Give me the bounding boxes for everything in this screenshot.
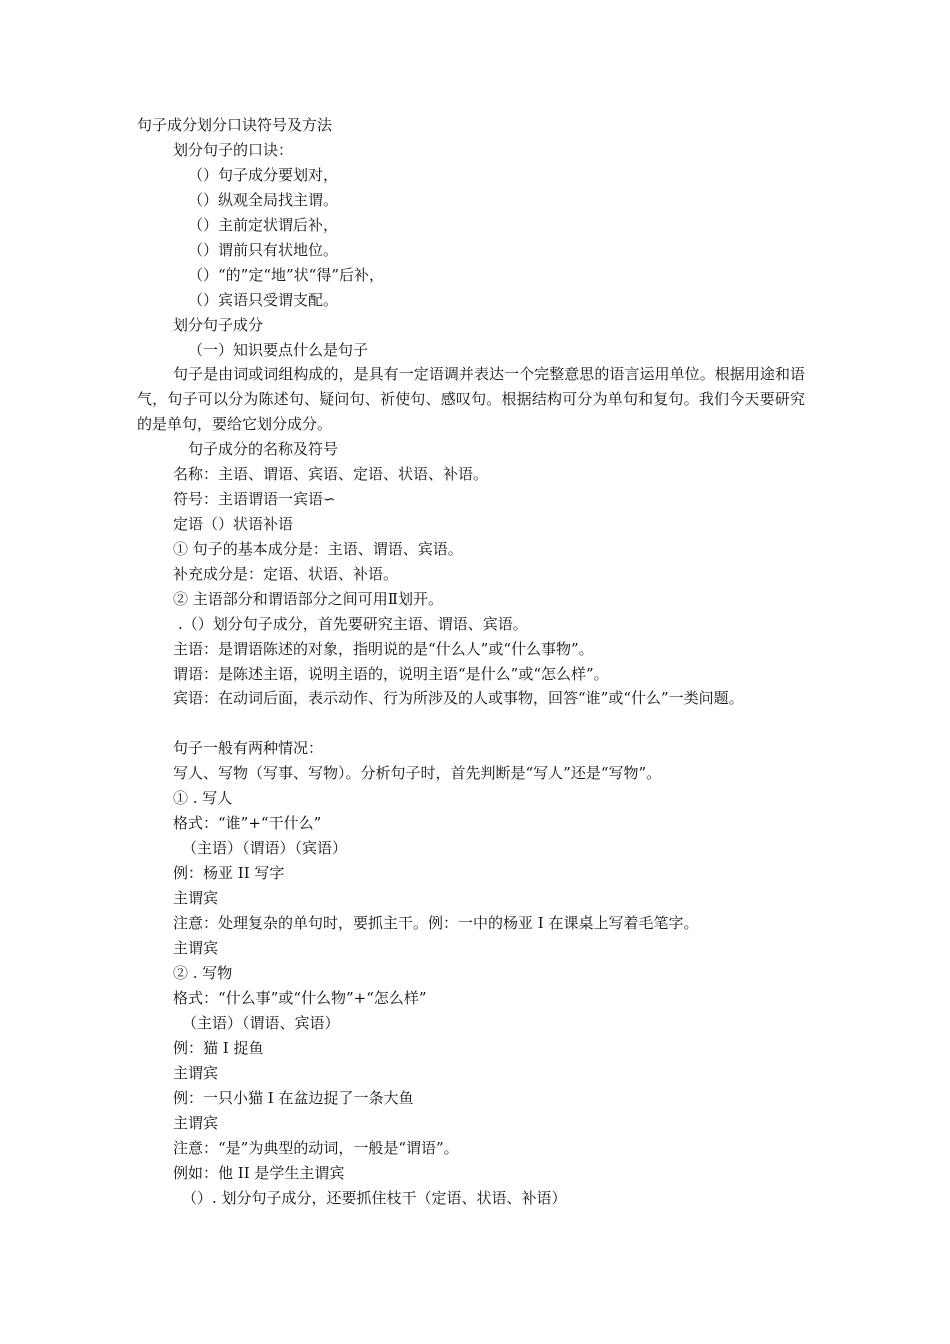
section-heading: （一）知识要点什么是句子 bbox=[188, 341, 369, 359]
text-line: 主谓宾 bbox=[173, 1114, 219, 1132]
text-line: 谓语：是陈述主语，说明主语的，说明主语“是什么”或“怎么样”。 bbox=[173, 665, 609, 683]
section-heading: 句子成分的名称及符号 bbox=[188, 440, 339, 458]
section-heading: 划分句子成分 bbox=[173, 316, 264, 334]
text-line: （）句子成分要划对， bbox=[188, 166, 339, 184]
text-line: （）. 划分句子成分，还要抓住枝干（定语、状语、补语） bbox=[182, 1189, 567, 1207]
text-line: 格式：“谁”+“干什么” bbox=[173, 814, 322, 832]
text-line: （主语）（谓语）（宾语） bbox=[182, 839, 348, 857]
text-line: 例如：他 II 是学生主谓宾 bbox=[173, 1164, 345, 1182]
text-line: 主语：是谓语陈述的对象，指明说的是“什么人”或“什么事物”。 bbox=[173, 640, 594, 658]
subsection-heading: ① . 写人 bbox=[173, 789, 233, 807]
text-line: ① 句子的基本成分是：主语、谓语、宾语。 bbox=[173, 540, 463, 558]
text-line: 例：杨亚 II 写字 bbox=[173, 864, 285, 882]
text-line: ② 主语部分和谓语部分之间可用Ⅱ划开。 bbox=[173, 590, 443, 608]
text-line: 符号：主语谓语一宾语∽ bbox=[173, 490, 336, 508]
text-line: （主语）（谓语、宾语） bbox=[182, 1014, 340, 1032]
text-line: 格式：“什么事”或“什么物”+“怎么样” bbox=[173, 989, 427, 1007]
text-line: 注意：处理复杂的单句时，要抓主干。例：一中的杨亚 I 在课桌上写着毛笔字。 bbox=[173, 914, 699, 932]
text-line: 例：猫 I 捉鱼 bbox=[173, 1039, 264, 1057]
paragraph: 句子是由词或词组构成的，是具有一定语调并表达一个完整意思的语言运用单位。根据用途和语气，句子可以分为陈述句、疑问句、祈使句、感叹句。根据结构可分为单句和复句。我们今天要研究的是单句，要给它划分成分。 bbox=[137, 365, 805, 433]
text-line: 主谓宾 bbox=[173, 1064, 219, 1082]
text-line: （）纵观全局找主谓。 bbox=[188, 191, 339, 209]
text-line: .（）划分句子成分，首先要研究主语、谓语、宾语。 bbox=[178, 615, 528, 633]
text-line: 例：一只小猫 I 在盆边捉了一条大鱼 bbox=[173, 1089, 414, 1107]
text-line: （）谓前只有状地位。 bbox=[188, 241, 339, 259]
text-line: （）宾语只受谓支配。 bbox=[188, 291, 339, 309]
text-line: 名称：主语、谓语、宾语、定语、状语、补语。 bbox=[173, 465, 489, 483]
text-line: 定语（）状语补语 bbox=[173, 515, 294, 533]
text-line: （）“的”定“地”状“得”后补， bbox=[188, 266, 385, 284]
text-line: 划分句子的口诀： bbox=[173, 141, 294, 159]
text-line: 补充成分是：定语、状语、补语。 bbox=[173, 565, 399, 583]
text-line: （）主前定状谓后补， bbox=[188, 216, 339, 234]
text-line: 主谓宾 bbox=[173, 889, 219, 907]
paragraph: 宾语：在动词后面，表示动作、行为所涉及的人或事物，回答“谁”或“什么”一类问题。 bbox=[173, 689, 744, 707]
text-line: 写人、写物（写事、写物）。分析句子时，首先判断是“写人”还是“写物”。 bbox=[173, 764, 662, 782]
document-title: 句子成分划分口诀符号及方法 bbox=[137, 116, 333, 134]
subsection-heading: ② . 写物 bbox=[173, 964, 233, 982]
text-line: 注意：“是”为典型的动词，一般是“谓语”。 bbox=[173, 1139, 459, 1157]
text-line: 主谓宾 bbox=[173, 939, 219, 957]
text-line: 句子一般有两种情况： bbox=[173, 739, 324, 757]
